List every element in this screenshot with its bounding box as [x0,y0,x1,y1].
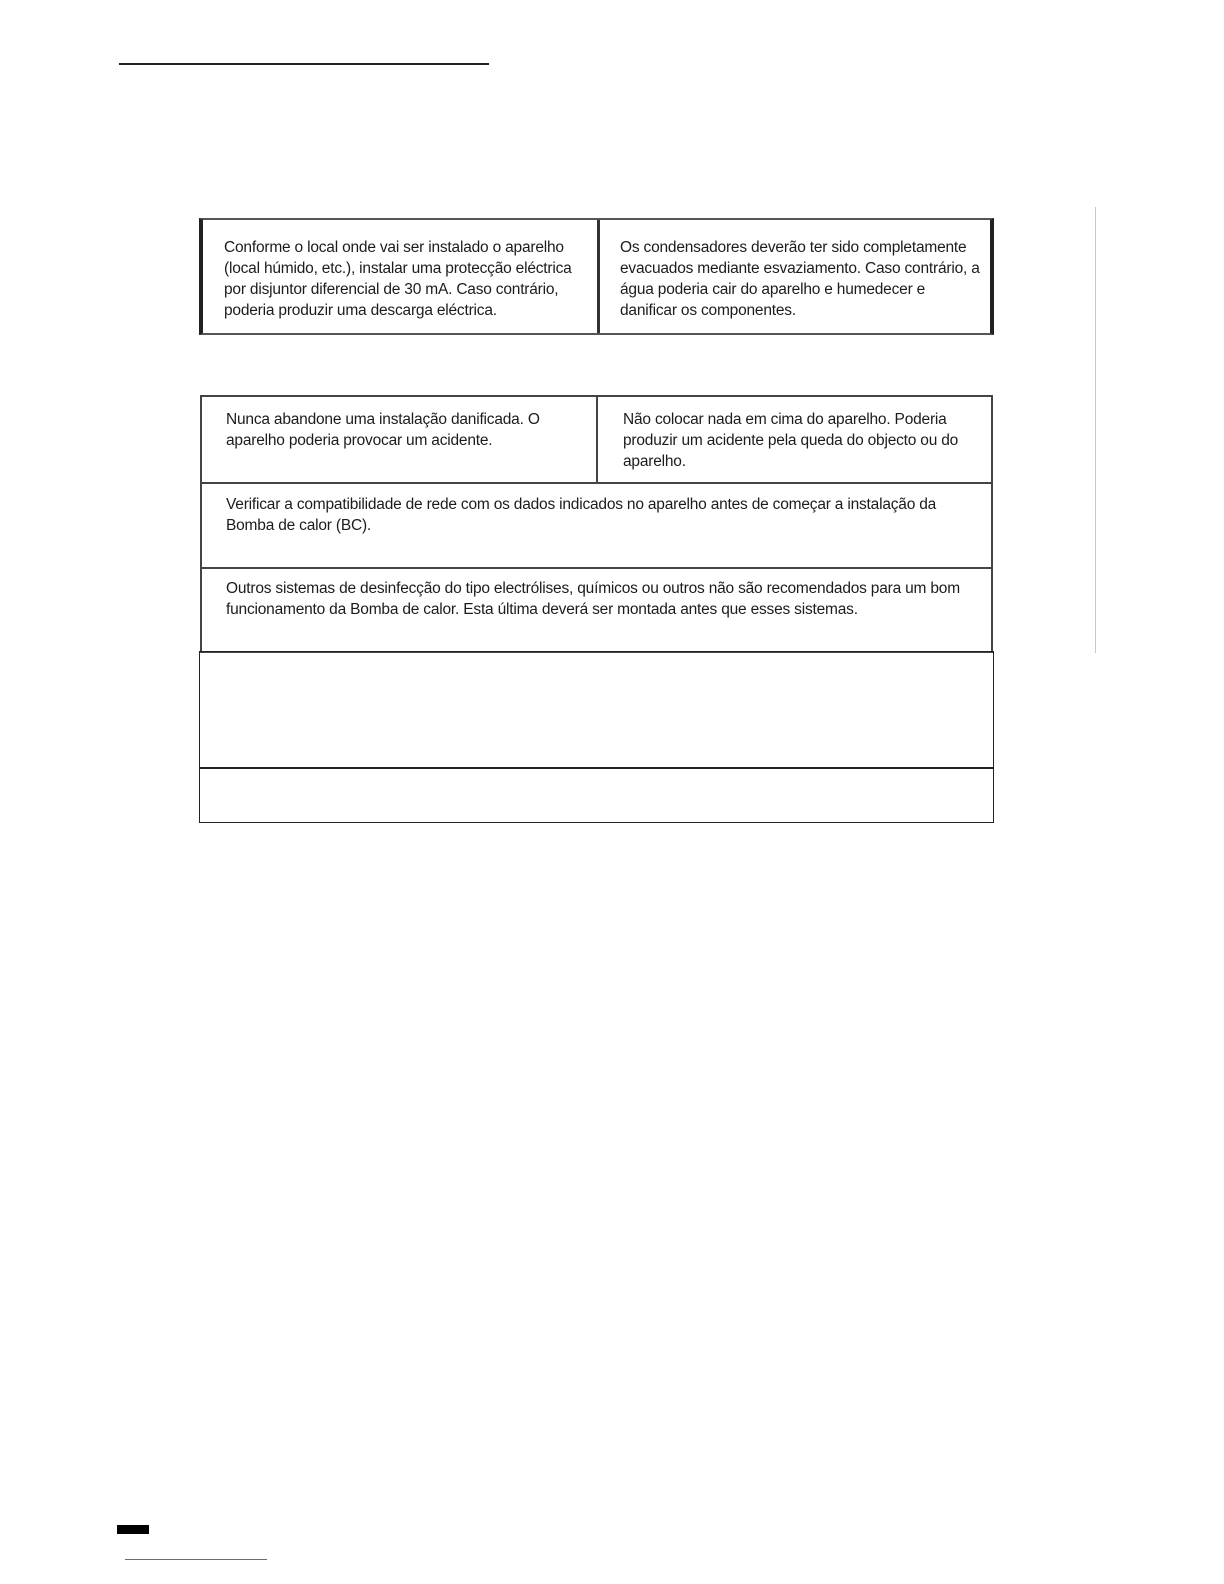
table-column-divider [597,220,600,333]
footer-rule [125,1559,267,1560]
warning-table-2 [200,395,993,653]
warning-condenser-drainage: Os condensadores deverão ter sido completamente evacuados mediante esvaziamento. Caso contrário, a água poderia cair do aparelho e humedecer e danificar os componentes. [620,239,980,319]
table-column-divider [596,397,598,483]
table-row-divider [202,567,991,569]
warning-network-compatibility: Verificar a compatibilidade de rede com os dados indicados no aparelho antes de começar a instalação da Bomba de calor (BC). [226,496,937,534]
page-marker [117,1525,149,1534]
warning-nothing-on-top: Não colocar nada em cima do aparelho. Poderia produzir um acidente pela queda do objecto ou do aparelho. [623,411,959,470]
margin-rule [1095,207,1096,653]
empty-table-row [199,767,994,823]
warning-electrical-protection: Conforme o local onde vai ser instalado o aparelho (local húmido, etc.), instalar uma protecção eléctrica por disjuntor diferencial de 30 mA. Caso contrário, poderia produzir uma descarga eléctrica. [224,239,572,319]
empty-table-row [199,651,994,769]
warning-damaged-installation: Nunca abandone uma instalação danificada. O aparelho poderia provocar um acidente. [226,411,540,449]
warning-disinfection-systems: Outros sistemas de desinfecção do tipo electrólises, químicos ou outros não são recomendados para um bom funcionamento da Bomba de calor. Esta última deverá ser montada antes que esses sistemas. [226,580,960,618]
warning-table-1 [199,218,994,335]
table-row-divider [202,482,991,484]
header-rule [119,63,489,65]
